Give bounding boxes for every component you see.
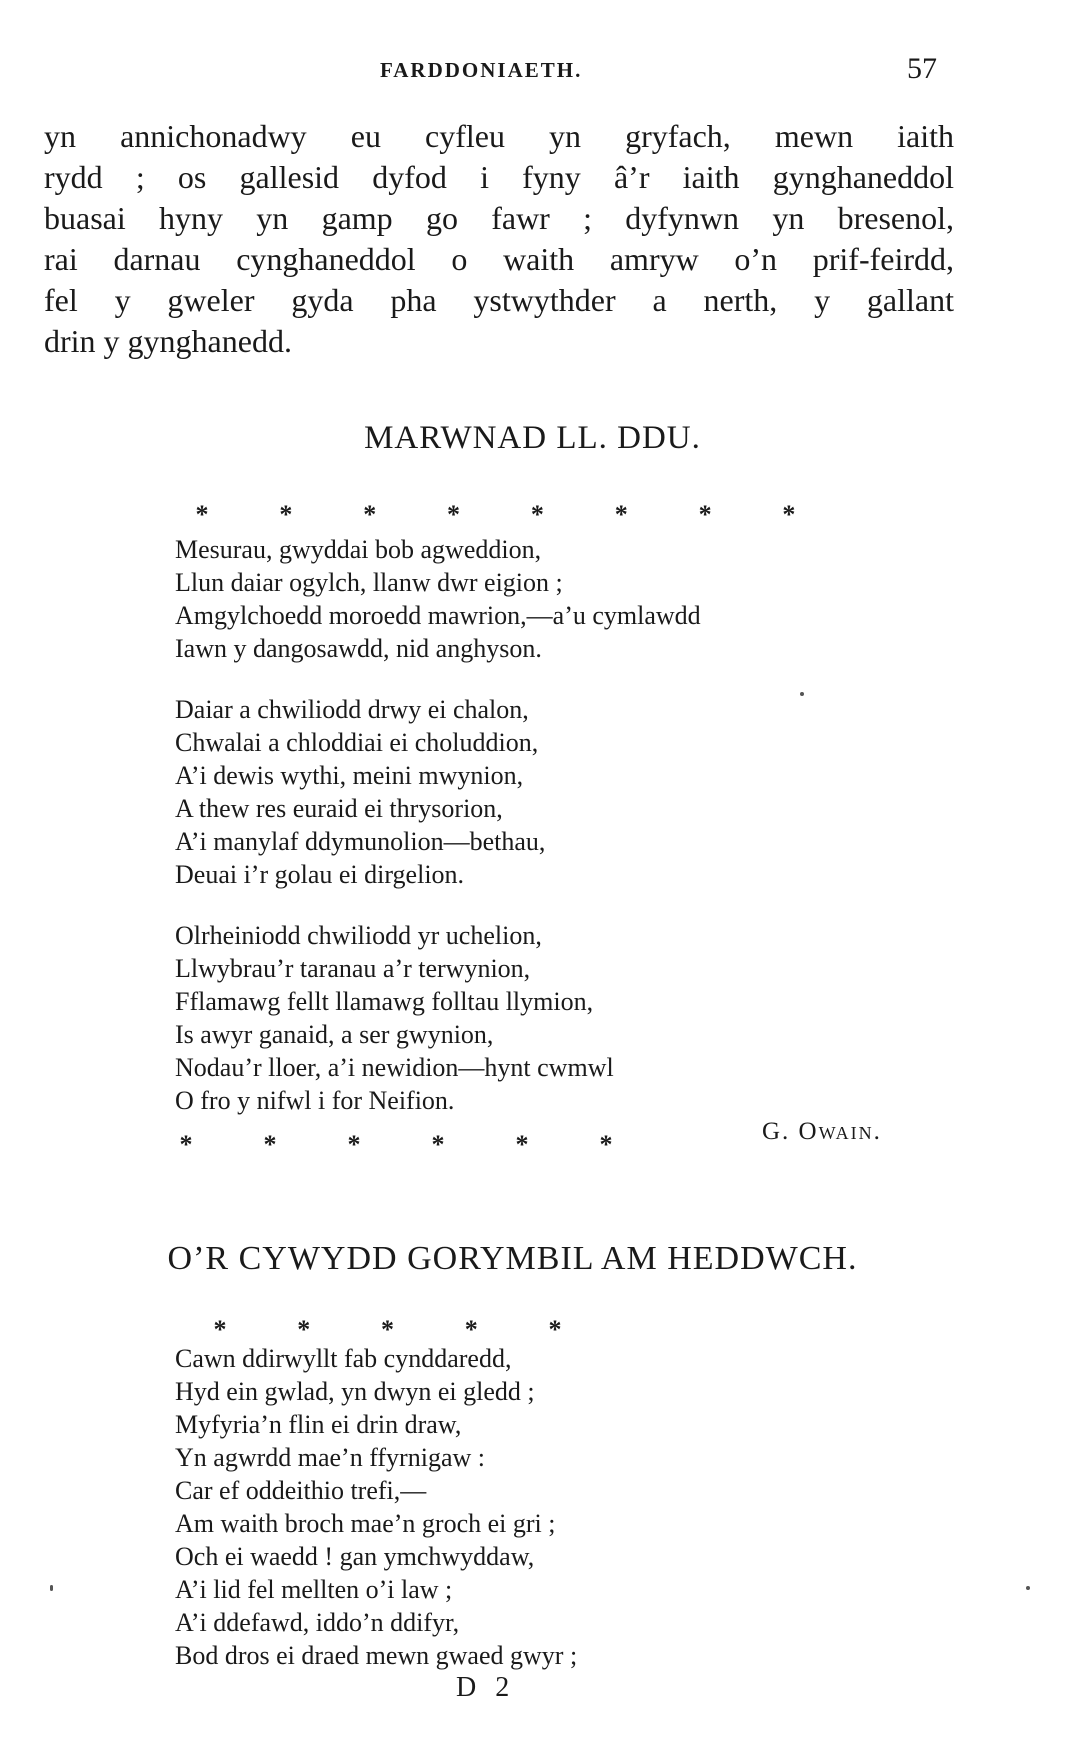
verse-line: Deuai i’r golau ei dirgelion. [175, 860, 465, 889]
verse-line: A’i lid fel mellten o’i law ; [175, 1575, 453, 1604]
poem-stanza [175, 1342, 577, 1672]
asterisk: * [548, 1315, 562, 1344]
asterisk: * [614, 500, 628, 529]
verse-line: Llun daiar ogylch, llanw dwr eigion ; [175, 568, 563, 597]
verse-line: A’i ddefawd, iddo’n ddifyr, [175, 1608, 460, 1637]
running-head [0, 52, 1065, 92]
poem-stanza [175, 693, 545, 891]
asterisk: * [263, 1130, 277, 1159]
asterisk: * [179, 1130, 193, 1159]
verse-line: A’i manylaf ddymunolion—bethau, [175, 827, 546, 856]
poem-stanza [175, 533, 701, 665]
paper-speck [50, 1585, 53, 1591]
asterisk: * [530, 500, 544, 529]
asterisk: * [431, 1130, 445, 1159]
asterisk: * [599, 1130, 613, 1159]
asterisk: * [698, 500, 712, 529]
verse-line: Llwybrau’r taranau a’r terwynion, [175, 954, 531, 983]
verse-line: Nodau’r lloer, a’i newidion—hynt cwmwl [175, 1053, 614, 1082]
running-title: FARDDONIAETH. [380, 58, 583, 82]
verse-line: Cawn ddirwyllt fab cynddaredd, [175, 1344, 512, 1373]
verse-line: Yn agwrdd mae’n ffyrnigaw : [175, 1443, 485, 1472]
asterisk: * [195, 500, 209, 529]
asterisk: * [515, 1130, 529, 1159]
prose-paragraph [44, 116, 954, 362]
verse-line: Bod dros ei draed mewn gwaed gwyr ; [175, 1641, 578, 1670]
asterisk: * [363, 500, 377, 529]
page-number: 57 [907, 52, 937, 85]
verse-line: Mesurau, gwyddai bob agweddion, [175, 535, 542, 564]
asterisk: * [447, 500, 461, 529]
verse-line: Is awyr ganaid, a ser gwynion, [175, 1020, 494, 1049]
verse-line: Fflamawg fellt llamawg folltau llymion, [175, 987, 594, 1016]
prose-line: yn annichonadwy eu cyfleu yn gryfach, mewn iaith [44, 118, 954, 154]
printer-signature-mark: D 2 [456, 1672, 516, 1703]
asterisk: * [381, 1315, 394, 1344]
verse-line: O fro y nifwl i for Neifion. [175, 1086, 455, 1115]
prose-line: rydd ; os gallesid dyfod i fyny â’r iaith gynghaneddol [44, 159, 954, 195]
verse-line: Daiar a chwiliodd drwy ei chalon, [175, 695, 529, 724]
paper-speck [800, 692, 804, 696]
verse-line: Car ef oddeithio trefi,— [175, 1476, 427, 1505]
verse-line: Hyd ein gwlad, yn dwyn ei gledd ; [175, 1377, 535, 1406]
verse-line: Chwalai a chloddiai ei choluddion, [175, 728, 539, 757]
prose-line: fel y gweler gyda pha ystwythder a nerth, y gallant [44, 282, 954, 318]
asterisk: * [213, 1315, 227, 1344]
asterism-bottom [176, 1130, 616, 1160]
verse-line: Iawn y dangosawdd, nid anghyson. [175, 634, 542, 663]
prose-line: drin y gynghanedd. [44, 323, 292, 359]
verse-line: Myfyria’n flin ei drin draw, [175, 1410, 462, 1439]
poem-title-cywydd: O’R CYWYDD GORYMBIL AM HEDDWCH. [167, 1240, 858, 1277]
verse-line: A thew res euraid ei thrysorion, [175, 794, 503, 823]
prose-line: buasai hyny yn gamp go fawr ; dyfynwn yn bresenol, [44, 200, 954, 236]
asterisk: * [279, 500, 293, 529]
prose-line: rai darnau cynghaneddol o waith amryw o’n prif-feirdd, [44, 241, 954, 277]
asterism-top [210, 1315, 565, 1345]
asterisk: * [782, 500, 796, 529]
asterisk: * [297, 1315, 311, 1344]
asterisk: * [464, 1315, 478, 1344]
verse-line: Amgylchoedd moroedd mawrion,—a’u cymlawdd [175, 601, 701, 630]
poem-title-marwnad: MARWNAD LL. DDU. [364, 420, 701, 456]
verse-line: A’i dewis wythi, meini mwynion, [175, 761, 524, 790]
poem-author: G. Owain. [762, 1118, 882, 1145]
paper-speck [1026, 1586, 1030, 1590]
asterisk: * [347, 1130, 361, 1159]
verse-line: Am waith broch mae’n groch ei gri ; [175, 1509, 556, 1538]
verse-line: Och ei waedd ! gan ymchwyddaw, [175, 1542, 535, 1571]
poem-stanza [175, 919, 614, 1117]
asterism-top [192, 500, 799, 530]
verse-line: Olrheiniodd chwiliodd yr uchelion, [175, 921, 542, 950]
